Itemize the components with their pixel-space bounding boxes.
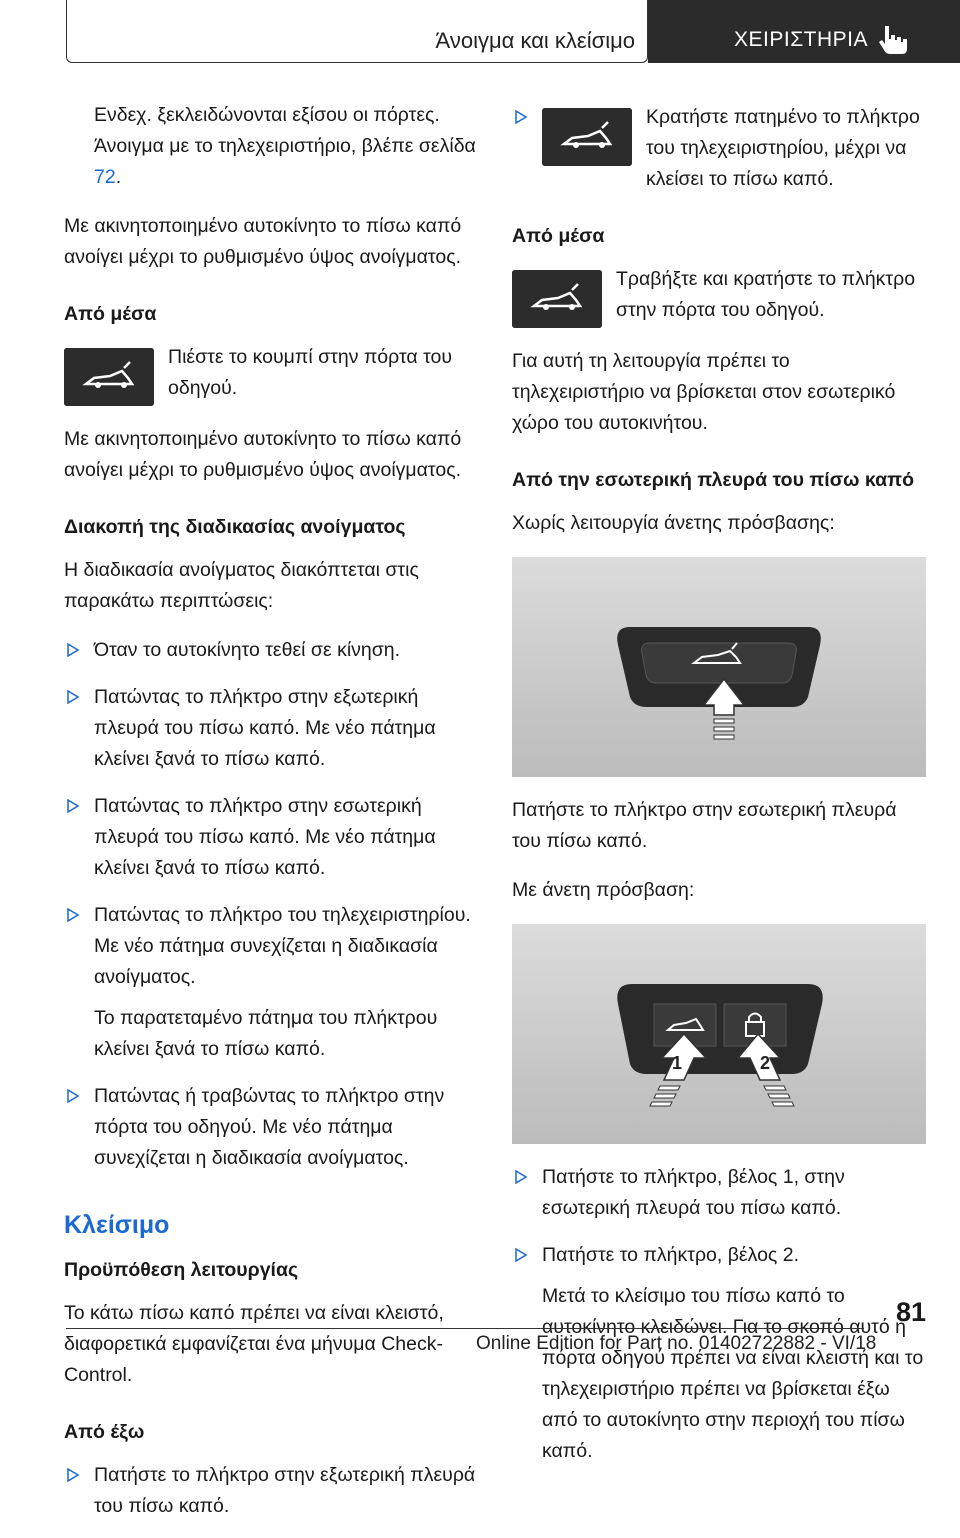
icon-instruction-text: Κρατήστε πατημένο το πλήκτρο του τηλεχειριστηρίου, μέχρι να κλείσει το πίσω καπό. <box>646 106 920 190</box>
remote-tailgate-button-icon <box>542 108 632 166</box>
list-item-subtext: Μετά το κλείσιμο του πίσω καπό το αυτοκίνητο κλειδώνει. Για το σκοπό αυτό η πόρτα οδηγού πρέπει να είναι κλειστή και το τηλεχειριστήριο πρέπει να βρίσκεται έξω από το αυτοκίνητο στην περιοχή του πίσω καπό. <box>542 1285 924 1462</box>
chapter-tab <box>648 0 960 63</box>
section-tab <box>66 0 648 63</box>
list-item-text: Πατώντας το πλήκτρο στην εσωτερική πλευρά του πίσω καπό. Με νέο πάτημα κλείνει ξανά το πίσω καπό. <box>94 795 436 879</box>
section-title: Άνοιγμα και κλείσιμο <box>435 28 635 53</box>
list-item <box>64 791 478 884</box>
heading-inside: Από μέσα <box>512 225 605 247</box>
list-item <box>64 1081 478 1174</box>
icon-instruction <box>64 342 478 408</box>
left-column <box>64 100 478 1538</box>
triangle-bullet-icon <box>66 643 80 657</box>
heading-prerequisite: Προϋπόθεση λειτουργίας <box>64 1259 299 1281</box>
heading-outside: Από έξω <box>64 1421 145 1443</box>
paragraph: Για αυτή τη λειτουργία πρέπει το τηλεχειριστήριο να βρίσκεται στον εσωτερικό χώρο του αυτοκινήτου. <box>512 350 896 434</box>
list-item <box>64 635 478 666</box>
list-item-text: Όταν το αυτοκίνητο τεθεί σε κίνηση. <box>94 639 401 661</box>
list-item-subtext: Το παρατεταμένο πάτημα του πλήκτρου κλείνει ξανά το πίσω καπό. <box>94 1007 438 1060</box>
right-column <box>512 102 926 1483</box>
icon-instruction <box>512 264 926 330</box>
list-item-text: Πατήστε το πλήκτρο στην εξωτερική πλευρά του πίσω καπό. <box>94 1464 476 1517</box>
triangle-bullet-icon <box>66 908 80 922</box>
page-header <box>66 0 960 65</box>
list-item-text: Πατώντας το πλήκτρο στην εξωτερική πλευρά του πίσω καπό. Με νέο πάτημα κλείνει ξανά το πίσω καπό. <box>94 686 436 770</box>
heading-interrupt: Διακοπή της διαδικασίας ανοίγματος <box>64 516 406 538</box>
page-link[interactable]: 72 <box>94 166 116 188</box>
heading-closing: Κλείσιμο <box>64 1211 170 1239</box>
paragraph: Η διαδικασία ανοίγματος διακόπτεται στις παρακάτω περιπτώσεις: <box>64 559 419 612</box>
heading-inside: Από μέσα <box>64 303 157 325</box>
triangle-bullet-icon <box>514 1170 528 1184</box>
triangle-bullet-icon <box>66 1468 80 1482</box>
continued-paragraph <box>64 100 478 193</box>
chapter-title: ΧΕΙΡΙΣΤΗΡΙΑ <box>734 28 869 51</box>
list-item <box>512 1162 926 1224</box>
icon-instruction-text: Πιέστε το κουμπί στην πόρτα του οδηγού. <box>168 346 453 399</box>
list-item <box>64 1460 478 1522</box>
paragraph: Με ακινητοποιημένο αυτοκίνητο το πίσω καπό ανοίγει μέχρι το ρυθμισμένο ύψος ανοίγματος. <box>64 428 462 481</box>
triangle-bullet-icon <box>66 799 80 813</box>
paragraph: Με άνετη πρόσβαση: <box>512 879 695 901</box>
paragraph: Πατήστε το πλήκτρο στην εσωτερική πλευρά του πίσω καπό. <box>512 799 897 852</box>
icon-instruction <box>512 102 926 195</box>
edition-note: Online Edition for Part no. 01402722882 - VI/18 <box>476 1333 877 1354</box>
hand-pointer-icon <box>876 22 910 56</box>
tailgate-button-icon <box>512 270 602 328</box>
triangle-bullet-icon <box>514 110 528 124</box>
tailgate-buttons-illustration <box>512 924 926 1144</box>
triangle-bullet-icon <box>66 1089 80 1103</box>
tailgate-buttons-photo <box>512 924 926 1144</box>
page-number: 81 <box>896 1297 927 1327</box>
icon-instruction-text: Τραβήξτε και κρατήστε το πλήκτρο στην πόρτα του οδηγού. <box>616 268 916 321</box>
arrow-2-label: 2 <box>760 1053 771 1073</box>
heading-inner-side: Από την εσωτερική πλευρά του πίσω καπό <box>512 469 914 491</box>
list-item-text: Πατήστε το πλήκτρο, βέλος 2. <box>542 1244 800 1266</box>
paragraph: Το κάτω πίσω καπό πρέπει να είναι κλειστό, διαφορετικά εμφανίζεται ένα μήνυμα Check-Control. <box>64 1302 444 1386</box>
continued-text: Ενδεχ. ξεκλειδώνονται εξίσου οι πόρτες. Άνοιγμα με το τηλεχειριστήριο, βλέπε σελίδα <box>94 104 476 157</box>
list-item-text: Πατώντας ή τραβώντας το πλήκτρο στην πόρτα του οδηγού. Με νέο πάτημα συνεχίζεται η διαδικασία ανοίγματος. <box>94 1085 445 1169</box>
triangle-bullet-icon <box>66 690 80 704</box>
footer-divider <box>66 1328 864 1329</box>
tailgate-button-photo <box>512 557 926 777</box>
list-item-text: Πατώντας το πλήκτρο του τηλεχειριστηρίου. Με νέο πάτημα συνεχίζεται η διαδικασία ανοίγματος. <box>94 904 471 988</box>
list-item <box>64 682 478 775</box>
triangle-bullet-icon <box>514 1248 528 1262</box>
tailgate-button-illustration <box>512 557 926 777</box>
tailgate-button-icon <box>64 348 154 406</box>
list-item <box>64 900 478 1065</box>
paragraph: Με ακινητοποιημένο αυτοκίνητο το πίσω καπό ανοίγει μέχρι το ρυθμισμένο ύψος ανοίγματος. <box>64 215 462 268</box>
arrow-1-label: 1 <box>672 1053 683 1073</box>
continued-text-end: . <box>115 166 122 188</box>
paragraph: Χωρίς λειτουργία άνετης πρόσβασης: <box>512 512 835 534</box>
list-item-text: Πατήστε το πλήκτρο, βέλος 1, στην εσωτερική πλευρά του πίσω καπό. <box>542 1166 845 1219</box>
